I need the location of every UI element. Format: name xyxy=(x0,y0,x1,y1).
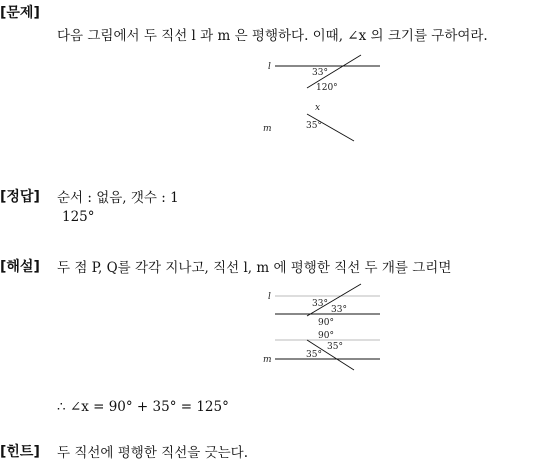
angle-35-bottom: 35° xyxy=(306,350,322,360)
angle-x: x xyxy=(315,103,321,113)
angle-33-copy: 33° xyxy=(331,305,347,315)
angle-120: 120° xyxy=(316,83,338,93)
explanation-text: 두 점 P, Q를 각각 지나고, 직선 l, m 에 평행한 직선 두 개를 그리면 xyxy=(57,260,452,276)
label-m: m xyxy=(263,355,272,365)
explanation-tag: [해설] xyxy=(0,259,40,275)
problem-statement: 다음 그림에서 두 직선 l 과 m 은 평행하다. 이때, ∠x 의 크기를 구하여라. xyxy=(57,28,488,44)
answer-tag: [정답] xyxy=(0,189,40,205)
angle-33: 33° xyxy=(312,68,328,78)
answer-meta: 순서 : 없음, 갯수 : 1 xyxy=(57,190,179,206)
angle-35-copy: 35° xyxy=(327,342,343,352)
conclusion: ∴ ∠x = 90° + 35° = 125° xyxy=(57,399,229,415)
answer-value: 125° xyxy=(62,209,95,225)
label-l: l xyxy=(268,292,271,302)
angle-35: 35° xyxy=(306,121,322,131)
angle-90-lower: 90° xyxy=(318,331,334,341)
angle-33-top: 33° xyxy=(312,299,328,309)
angle-90-upper: 90° xyxy=(318,318,334,328)
problem-tag: [문제] xyxy=(0,5,40,21)
hint-tag: [힌트] xyxy=(0,444,40,460)
label-m: m xyxy=(263,124,272,134)
label-l: l xyxy=(268,62,271,72)
problem-figure xyxy=(255,55,365,145)
hint-text: 두 직선에 평행한 직선을 긋는다. xyxy=(57,445,248,461)
explanation-figure xyxy=(255,284,385,374)
